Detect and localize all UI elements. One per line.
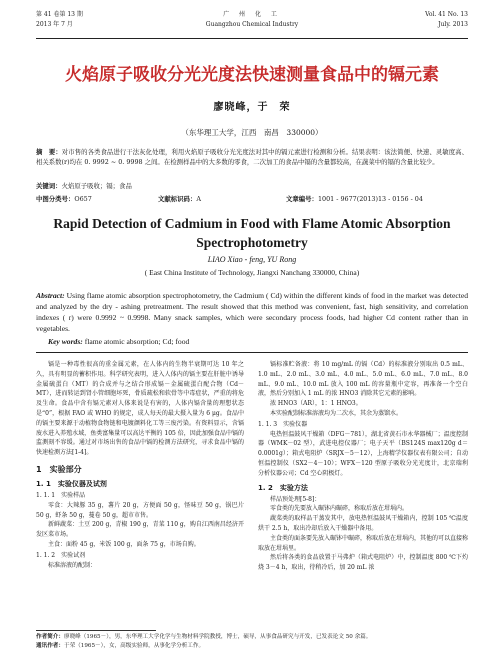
- paragraph-stock-solution: 镉标准贮备液：将 10 mg/mL 的镉（Cd）的标准液分别取出 0.5 mL、1.0 mL、2.0 mL、3.0 mL、4.0 mL、5.0 mL、6.0 mL、7.0 mL、8.0 mL、9.0 mL、10.0 mL 放入 100 mL 的容量瓶中定容，再准备一个空白液，然后分别加入 1 mL 的浓 HNO3 消除其它元素的影响。: [258, 361, 468, 398]
- body-column-right: [258, 360, 468, 573]
- subsubsection-heading-apparatus: 1. 1. 3 实验仪器: [258, 420, 308, 428]
- keywords-en-label: Key words:: [48, 337, 83, 346]
- header-volume: Vol. 41 No. 13 July. 2013: [425, 11, 468, 28]
- paper-title-cn: 火焰原子吸收分光光度法快速测量食品中的镉元素: [65, 65, 439, 85]
- running-header: [36, 10, 468, 40]
- paragraph-pretreatment: 样品预处理[5-8]：: [270, 495, 321, 503]
- paragraph-vegetable-prep: 蔬菜类的取样品干蒸发其中，放电热恒温鼓风干燥箱内，控制 105 ℃温度烘干 2.5 h，取出冷却后放入干燥器中备用。: [258, 515, 468, 532]
- keywords-en-text: flame atomic absorption; Cd; food: [82, 337, 190, 346]
- paragraph-vegetables: 新鲜蔬菜：土豆 200 g，青椒 190 g，青菜 110 g，购自江西南昌经济开发区菜市场。: [36, 521, 244, 539]
- subsubsection-heading-samples: 1. 1. 1 实验样品: [36, 491, 86, 499]
- section-heading-experimental: 1 实验部分: [36, 464, 82, 474]
- abstract-cn-label: 摘 要：: [36, 148, 62, 156]
- abstract-cn: [36, 147, 468, 167]
- keywords-cn-label: 关键词：: [36, 182, 62, 190]
- subsection-heading-instruments: 1. 1 实验仪器及试剂: [36, 479, 107, 488]
- paragraph-staples: 主食：面粉 45 g，米饭 100 g，面条 75 g，市场自购。: [48, 540, 200, 548]
- paragraph-staple-prep: 主食类的面条要先放入碾钵中碾碎，称取后放在坩埚内，其他的可以直接称取放在坩埚里。: [258, 534, 469, 552]
- document-code: 文献标识码：A: [158, 195, 201, 203]
- intro-paragraph: 镉是一种毒性很高的重金属元素，在人体内的生物半衰期可达 10 年之久，具有明显的蓄积作用。科学研究表明，进入人体内的镉主要在肝脏中诱导金属硫蛋白（MT）的合成并与之结合形成镉－金属硫蛋白配合物（Cd－MT），进而转运到肾小管细胞坏死，骨质疏松和软骨等中毒症状，严重的将危及生命。食品中含有镉元素对人体来说是有害的，人体内镉含量的理想状态是“0”，根据 FAO 或 WHO 的规定，成人每天的最大摄入量为 6 μg。食品中的镉主要来源于动植物食物链和电镀颜料化工等三废污染。有资料显示，含镉废水进入养殖水域，鱼类富集量可以高达平衡的 105 倍，因此加强食品中镉的监测刻不容缓。通过对市场出售的食品中镉的检测方法研究，寻求食品中镉的快速检测方法[1-4]。: [36, 361, 244, 457]
- paragraph-apparatus-list: 电热恒温鼓风干燥箱（DFG－781），湖北省黄石市永华器械厂；温度控制器（WMK－02 型），武进电控仪器厂；电子天平（BS124S max120g d＝0.0001g）；箱式电阻炉（SRJX－5－12），上海精学仪器仪表有限公司；自动恒温控制仪（SX2－4－10）；WFX－120 型原子吸收分光光度计，北京瑞利分析仪器公司；Cd 空心阴极灯。: [258, 430, 468, 477]
- authors-en: LIAO Xiao - feng, YU Rong: [207, 255, 297, 264]
- clc-number: 中图分类号：O657: [36, 195, 92, 203]
- article-number: 文章编号：1001 - 9677(2013)13 - 0156 - 04: [286, 195, 423, 203]
- paragraph-snack-prep: 零食类的先要放入碾钵内碾碎，称取后放在坩埚内。: [270, 505, 409, 513]
- header-journal-issue: 第 41 卷第 13 期 2013 年 7 月: [36, 11, 83, 28]
- authors-cn: 廖晓峰，于 荣: [213, 102, 291, 113]
- subsubsection-heading-reagents: 1. 1. 2 实验试剂: [36, 551, 86, 559]
- footnote-divider: [36, 630, 156, 631]
- paragraph-ashing: 然后将各类的食品放置于马弗炉（箱式电阻炉）中，控制温度 800 ℃下灼烧 3－4 h，取出，待稍冷后，加 20 mL 浓: [258, 554, 468, 572]
- paragraph-standard-solution: 标准溶液的配制：: [48, 561, 97, 569]
- keywords-cn-text: 火焰原子吸收；镉；食品: [61, 182, 132, 190]
- paragraph-snacks: 零食：大辣豚 35 g，薯片 20 g，方便面 50 g，怪味豆 50 g，锅巴片 50 g，虾条 50 g，蔓卷 50 g，超市市售。: [36, 501, 244, 519]
- affiliation-cn: （东华理工大学，江西 南昌 330000）: [181, 128, 323, 137]
- affiliation-en: ( East China Institute of Technology, Jiangxi Nanchang 330000, China): [144, 268, 360, 277]
- paragraph-water: 本实验配制标准溶液均为二次水，其余为蒸馏水。: [270, 409, 403, 417]
- abstract-en: [36, 290, 468, 334]
- keywords-en: [48, 336, 468, 347]
- header-divider: [36, 38, 468, 39]
- paper-title-en: Rapid Detection of Cadmium in Food with Flame Atomic Absorption Spectrophotometry: [53, 216, 451, 250]
- abstract-en-label: Abstract:: [36, 291, 65, 300]
- subsection-heading-methods: 1. 2 实验方法: [258, 483, 308, 492]
- keywords-cn: [36, 181, 468, 191]
- footnote-contact: 通讯作者：于荣（1965－），女，高级实验师，从事化学分析工作。: [36, 643, 205, 649]
- header-journal-name: 广 州 化 工 Guangzhou Chemical Industry: [205, 11, 299, 28]
- footnote-author: 作者简介：廖晓峰（1965－），男，东华理工大学化学与生物材料学院教授，博士，硕导，从事食品研究与开发，已发表论文 50 余篇。: [36, 634, 372, 640]
- abstract-en-text: Using flame atomic absorption spectrophotometry, the Cadmium ( Cd) within the different kinds of food in the market was detected and analyzed by the dry - ashing pretreatment. The result showed that this method was convenient, fast, high sensitivity, and correlation indexes ( r) were 0.9992 ~ 0.9998. Many snack samples, which were secondary process foods, had higher Cd content rather than in vegetables.: [36, 291, 468, 333]
- paragraph-nitric-acid: 浓 HNO3（AR），1：1 HNO3。: [270, 400, 362, 408]
- footnote: [36, 633, 468, 651]
- body-column-left: [36, 360, 244, 570]
- abstract-cn-text: 对市售的各类食品进行干法灰化处理，利用火焰原子吸收分光光度法对其中的镉元素进行检测和分析。结果表明：该法简便、快速、灵敏度高、相关系数(r)均在 0. 9992 ~ 0. 9998 之间。在检测样品中的大多数的零食，二次加工的食品中镉的含量都较高，在蔬菜中的镉的含量比较少。: [36, 148, 468, 166]
- abstract-divider: [36, 352, 468, 353]
